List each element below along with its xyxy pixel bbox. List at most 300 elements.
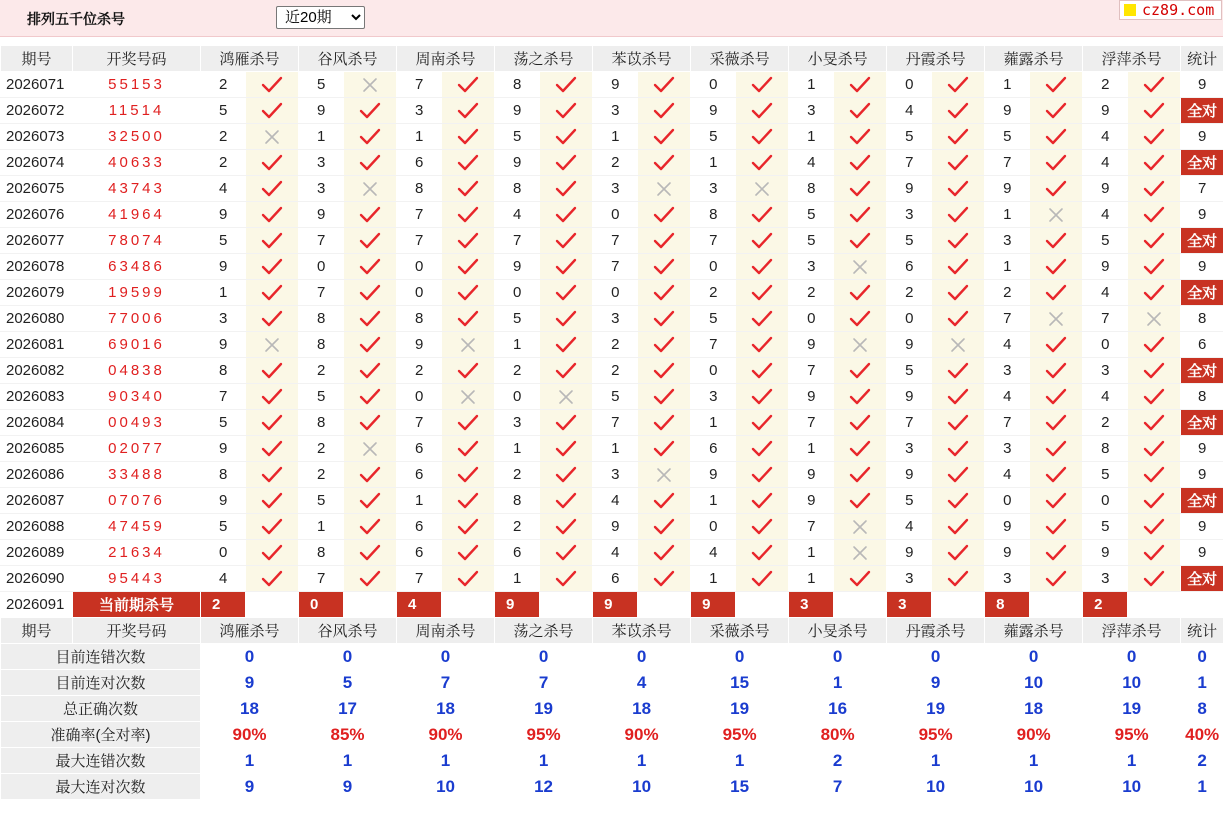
kill-number-cell: 2 [1083, 410, 1128, 436]
current-kill-spacer [246, 592, 299, 618]
kill-number-cell: 2 [887, 280, 932, 306]
cross-icon [834, 254, 887, 280]
summary-value: 10 [1083, 774, 1181, 800]
check-icon [344, 202, 397, 228]
kill-number-cell: 7 [397, 202, 442, 228]
top-bar [0, 0, 1223, 37]
kill-number-cell: 9 [985, 514, 1030, 540]
check-icon [246, 98, 299, 124]
kill-number-cell: 5 [1083, 462, 1128, 488]
cross-icon [638, 176, 691, 202]
draw-number-cell: 69016 [73, 332, 201, 358]
check-icon [540, 124, 593, 150]
kill-number-cell: 4 [1083, 202, 1128, 228]
current-kill-spacer [834, 592, 887, 618]
cross-icon [834, 540, 887, 566]
check-icon [540, 254, 593, 280]
check-icon [736, 410, 789, 436]
summary-value: 90% [593, 722, 691, 748]
kill-number-cell: 4 [691, 540, 736, 566]
check-icon [834, 176, 887, 202]
check-icon [540, 566, 593, 592]
issue-cell: 2026082 [1, 358, 73, 384]
check-icon [540, 306, 593, 332]
issue-cell: 2026085 [1, 436, 73, 462]
check-icon [540, 280, 593, 306]
kill-number-table [0, 45, 1223, 800]
cross-icon [834, 332, 887, 358]
check-icon [344, 410, 397, 436]
kill-number-cell: 2 [593, 358, 638, 384]
summary-value: 18 [985, 696, 1083, 722]
check-icon [1030, 462, 1083, 488]
check-icon [638, 228, 691, 254]
summary-value: 0 [201, 644, 299, 670]
check-icon [246, 306, 299, 332]
summary-label: 准确率(全对率) [1, 722, 201, 748]
kill-number-cell: 5 [299, 488, 344, 514]
summary-row [1, 644, 1223, 670]
check-icon [442, 514, 495, 540]
kill-number-cell: 1 [789, 72, 834, 98]
summary-row [1, 670, 1223, 696]
all-correct-badge: 全对 [1181, 150, 1223, 176]
kill-number-cell: 9 [789, 488, 834, 514]
kill-number-cell: 7 [985, 410, 1030, 436]
kill-number-cell: 9 [887, 332, 932, 358]
check-icon [246, 358, 299, 384]
all-correct-badge: 全对 [1181, 98, 1223, 124]
current-kill-number: 9 [495, 592, 540, 618]
summary-label: 总正确次数 [1, 696, 201, 722]
kill-number-cell: 4 [593, 540, 638, 566]
issue-cell: 2026078 [1, 254, 73, 280]
issue-cell: 2026079 [1, 280, 73, 306]
check-icon [834, 462, 887, 488]
check-icon [932, 514, 985, 540]
check-icon [540, 488, 593, 514]
check-icon [246, 462, 299, 488]
kill-number-cell: 9 [691, 462, 736, 488]
check-icon [638, 488, 691, 514]
check-icon [932, 150, 985, 176]
kill-number-cell: 4 [887, 98, 932, 124]
kill-number-cell: 0 [201, 540, 246, 566]
kill-number-cell: 4 [201, 176, 246, 202]
kill-number-cell: 9 [201, 488, 246, 514]
check-icon [834, 384, 887, 410]
draw-number-cell: 55153 [73, 72, 201, 98]
summary-value: 18 [397, 696, 495, 722]
kill-number-cell: 8 [299, 306, 344, 332]
check-icon [638, 124, 691, 150]
stat-cell: 7 [1181, 176, 1223, 202]
kill-number-cell: 3 [593, 306, 638, 332]
check-icon [736, 150, 789, 176]
kill-number-cell: 6 [593, 566, 638, 592]
kill-number-cell: 9 [593, 72, 638, 98]
check-icon [932, 98, 985, 124]
kill-number-cell: 9 [495, 98, 540, 124]
summary-row [1, 696, 1223, 722]
kill-number-cell: 8 [495, 488, 540, 514]
header-expert: 周南杀号 [397, 618, 495, 644]
issue-cell: 2026087 [1, 488, 73, 514]
kill-number-cell: 5 [887, 358, 932, 384]
check-icon [246, 488, 299, 514]
kill-number-cell: 9 [985, 98, 1030, 124]
draw-number-cell: 47459 [73, 514, 201, 540]
check-icon [540, 72, 593, 98]
site-logo[interactable] [1119, 0, 1222, 20]
kill-number-cell: 1 [691, 410, 736, 436]
kill-number-cell: 9 [1083, 98, 1128, 124]
summary-value: 16 [789, 696, 887, 722]
check-icon [246, 202, 299, 228]
issue-cell: 2026086 [1, 462, 73, 488]
header-expert: 丹霞杀号 [887, 618, 985, 644]
kill-number-cell: 9 [985, 540, 1030, 566]
check-icon [344, 384, 397, 410]
summary-label: 目前连对次数 [1, 670, 201, 696]
summary-value: 1 [397, 748, 495, 774]
kill-number-cell: 5 [1083, 228, 1128, 254]
kill-number-cell: 7 [397, 566, 442, 592]
all-correct-badge: 全对 [1181, 358, 1223, 384]
check-icon [442, 280, 495, 306]
cross-icon [540, 384, 593, 410]
kill-number-cell: 5 [1083, 514, 1128, 540]
cross-icon [736, 176, 789, 202]
kill-number-cell: 8 [397, 176, 442, 202]
kill-number-cell: 7 [691, 332, 736, 358]
check-icon [540, 358, 593, 384]
kill-number-cell: 9 [201, 332, 246, 358]
summary-value: 0 [887, 644, 985, 670]
kill-number-cell: 9 [887, 384, 932, 410]
kill-number-cell: 8 [201, 358, 246, 384]
table-row [1, 566, 1223, 592]
kill-number-cell: 6 [397, 150, 442, 176]
all-correct-badge: 全对 [1181, 410, 1223, 436]
check-icon [932, 254, 985, 280]
check-icon [1030, 72, 1083, 98]
kill-number-cell: 4 [985, 332, 1030, 358]
kill-number-cell: 6 [397, 462, 442, 488]
check-icon [1030, 332, 1083, 358]
check-icon [442, 72, 495, 98]
check-icon [246, 150, 299, 176]
kill-number-cell: 5 [201, 98, 246, 124]
check-icon [1128, 488, 1181, 514]
check-icon [638, 150, 691, 176]
issue-cell: 2026080 [1, 306, 73, 332]
kill-number-cell: 0 [887, 72, 932, 98]
logo-text: cz89.com [1142, 1, 1215, 19]
logo-square-icon [1124, 4, 1136, 16]
cross-icon [246, 332, 299, 358]
check-icon [932, 358, 985, 384]
kill-number-cell: 4 [1083, 280, 1128, 306]
kill-number-cell: 7 [1083, 306, 1128, 332]
header-expert: 谷风杀号 [299, 46, 397, 72]
table-row [1, 332, 1223, 358]
all-correct-badge: 全对 [1181, 566, 1223, 592]
kill-number-cell: 6 [887, 254, 932, 280]
check-icon [932, 540, 985, 566]
kill-number-cell: 9 [985, 176, 1030, 202]
current-kill-spacer [1128, 592, 1181, 618]
kill-number-cell: 1 [789, 124, 834, 150]
header-issue: 期号 [1, 618, 73, 644]
draw-number-cell: 02077 [73, 436, 201, 462]
kill-number-cell: 0 [397, 384, 442, 410]
check-icon [246, 280, 299, 306]
check-icon [736, 72, 789, 98]
kill-number-cell: 1 [985, 202, 1030, 228]
cross-icon [1128, 306, 1181, 332]
kill-number-cell: 9 [691, 98, 736, 124]
check-icon [442, 436, 495, 462]
check-icon [344, 514, 397, 540]
draw-number-cell: 00493 [73, 410, 201, 436]
check-icon [736, 514, 789, 540]
current-kill-number: 4 [397, 592, 442, 618]
current-issue-row [1, 592, 1223, 618]
draw-number-cell: 40633 [73, 150, 201, 176]
table-row [1, 488, 1223, 514]
kill-number-cell: 9 [201, 436, 246, 462]
summary-value: 1 [691, 748, 789, 774]
kill-number-cell: 2 [201, 150, 246, 176]
draw-number-cell: 90340 [73, 384, 201, 410]
summary-value: 4 [593, 670, 691, 696]
check-icon [540, 150, 593, 176]
check-icon [344, 254, 397, 280]
table-row [1, 436, 1223, 462]
kill-number-cell: 3 [593, 176, 638, 202]
kill-number-cell: 9 [1083, 176, 1128, 202]
kill-number-cell: 3 [397, 98, 442, 124]
summary-value: 90% [397, 722, 495, 748]
check-icon [344, 124, 397, 150]
cross-icon [1030, 202, 1083, 228]
kill-number-cell: 7 [495, 228, 540, 254]
kill-number-cell: 6 [691, 436, 736, 462]
check-icon [344, 228, 397, 254]
table-row [1, 306, 1223, 332]
kill-number-cell: 9 [1083, 540, 1128, 566]
check-icon [540, 514, 593, 540]
summary-value: 10 [985, 774, 1083, 800]
table-row [1, 410, 1223, 436]
kill-number-cell: 2 [985, 280, 1030, 306]
kill-number-cell: 2 [495, 462, 540, 488]
check-icon [1128, 280, 1181, 306]
summary-value: 10 [1083, 670, 1181, 696]
issue-cell: 2026088 [1, 514, 73, 540]
check-icon [1128, 462, 1181, 488]
check-icon [638, 254, 691, 280]
kill-number-cell: 8 [495, 72, 540, 98]
kill-number-cell: 4 [593, 488, 638, 514]
check-icon [834, 566, 887, 592]
summary-value: 12 [495, 774, 593, 800]
check-icon [736, 98, 789, 124]
check-icon [932, 462, 985, 488]
kill-number-cell: 7 [985, 306, 1030, 332]
kill-number-cell: 9 [397, 332, 442, 358]
check-icon [246, 384, 299, 410]
kill-number-cell: 2 [495, 514, 540, 540]
check-icon [932, 176, 985, 202]
summary-value: 15 [691, 670, 789, 696]
check-icon [638, 514, 691, 540]
summary-stat: 2 [1181, 748, 1223, 774]
kill-number-cell: 7 [299, 566, 344, 592]
kill-number-cell: 8 [789, 176, 834, 202]
check-icon [736, 566, 789, 592]
summary-value: 95% [887, 722, 985, 748]
check-icon [1128, 566, 1181, 592]
check-icon [736, 202, 789, 228]
current-kill-label: 当前期杀号 [73, 592, 201, 618]
summary-value: 7 [789, 774, 887, 800]
kill-number-cell: 1 [985, 72, 1030, 98]
kill-number-cell: 0 [691, 254, 736, 280]
check-icon [1128, 540, 1181, 566]
check-icon [540, 228, 593, 254]
check-icon [1030, 488, 1083, 514]
header-expert: 小旻杀号 [789, 618, 887, 644]
check-icon [736, 488, 789, 514]
draw-number-cell: 19599 [73, 280, 201, 306]
kill-number-cell: 3 [985, 436, 1030, 462]
kill-number-cell: 7 [887, 410, 932, 436]
check-icon [344, 332, 397, 358]
check-icon [1128, 176, 1181, 202]
kill-number-cell: 4 [887, 514, 932, 540]
check-icon [834, 358, 887, 384]
current-kill-number: 2 [1083, 592, 1128, 618]
page-title: 排列五千位杀号 [27, 11, 125, 27]
draw-number-cell: 11514 [73, 98, 201, 124]
check-icon [1030, 98, 1083, 124]
kill-number-cell: 2 [593, 332, 638, 358]
table-row [1, 254, 1223, 280]
cross-icon [344, 72, 397, 98]
summary-value: 95% [495, 722, 593, 748]
check-icon [540, 410, 593, 436]
kill-number-cell: 7 [593, 254, 638, 280]
header-draw: 开奖号码 [73, 46, 201, 72]
kill-number-cell: 4 [985, 462, 1030, 488]
summary-value: 0 [397, 644, 495, 670]
kill-number-cell: 0 [691, 358, 736, 384]
summary-stat: 1 [1181, 774, 1223, 800]
check-icon [638, 540, 691, 566]
period-select[interactable] [276, 6, 365, 29]
kill-number-cell: 2 [201, 72, 246, 98]
check-icon [932, 280, 985, 306]
kill-number-cell: 1 [691, 488, 736, 514]
summary-value: 1 [495, 748, 593, 774]
summary-value: 19 [887, 696, 985, 722]
kill-number-cell: 0 [593, 280, 638, 306]
draw-number-cell: 21634 [73, 540, 201, 566]
kill-number-cell: 4 [1083, 384, 1128, 410]
check-icon [246, 176, 299, 202]
check-icon [442, 566, 495, 592]
stat-cell: 9 [1181, 124, 1223, 150]
draw-number-cell: 33488 [73, 462, 201, 488]
check-icon [344, 566, 397, 592]
check-icon [344, 462, 397, 488]
check-icon [834, 488, 887, 514]
check-icon [932, 436, 985, 462]
check-icon [442, 202, 495, 228]
check-icon [932, 306, 985, 332]
kill-number-cell: 6 [397, 436, 442, 462]
kill-number-cell: 5 [691, 124, 736, 150]
check-icon [1128, 202, 1181, 228]
draw-number-cell: 95443 [73, 566, 201, 592]
header-expert: 小旻杀号 [789, 46, 887, 72]
check-icon [834, 150, 887, 176]
summary-value: 10 [397, 774, 495, 800]
check-icon [540, 98, 593, 124]
issue-cell: 2026075 [1, 176, 73, 202]
table-row [1, 176, 1223, 202]
table-row [1, 384, 1223, 410]
kill-number-cell: 9 [495, 254, 540, 280]
header-expert: 鸿雁杀号 [201, 46, 299, 72]
kill-number-cell: 3 [887, 202, 932, 228]
kill-number-cell: 0 [495, 280, 540, 306]
header-expert: 浮萍杀号 [1083, 618, 1181, 644]
draw-number-cell: 32500 [73, 124, 201, 150]
check-icon [344, 358, 397, 384]
kill-number-cell: 2 [201, 124, 246, 150]
issue-cell: 2026073 [1, 124, 73, 150]
summary-value: 1 [887, 748, 985, 774]
kill-number-cell: 3 [789, 98, 834, 124]
header-expert: 采薇杀号 [691, 46, 789, 72]
summary-value: 9 [887, 670, 985, 696]
current-kill-spacer [442, 592, 495, 618]
current-kill-spacer [932, 592, 985, 618]
check-icon [736, 124, 789, 150]
all-correct-badge: 全对 [1181, 280, 1223, 306]
kill-number-cell: 2 [299, 358, 344, 384]
kill-number-cell: 1 [985, 254, 1030, 280]
kill-number-cell: 8 [1083, 436, 1128, 462]
check-icon [344, 540, 397, 566]
kill-number-cell: 3 [887, 436, 932, 462]
issue-cell: 2026090 [1, 566, 73, 592]
check-icon [442, 228, 495, 254]
kill-number-cell: 8 [691, 202, 736, 228]
check-icon [442, 462, 495, 488]
header-expert: 丹霞杀号 [887, 46, 985, 72]
check-icon [932, 72, 985, 98]
check-icon [344, 280, 397, 306]
check-icon [932, 202, 985, 228]
summary-value: 2 [789, 748, 887, 774]
kill-number-cell: 1 [495, 332, 540, 358]
header-expert: 蕹露杀号 [985, 46, 1083, 72]
kill-number-cell: 0 [691, 72, 736, 98]
